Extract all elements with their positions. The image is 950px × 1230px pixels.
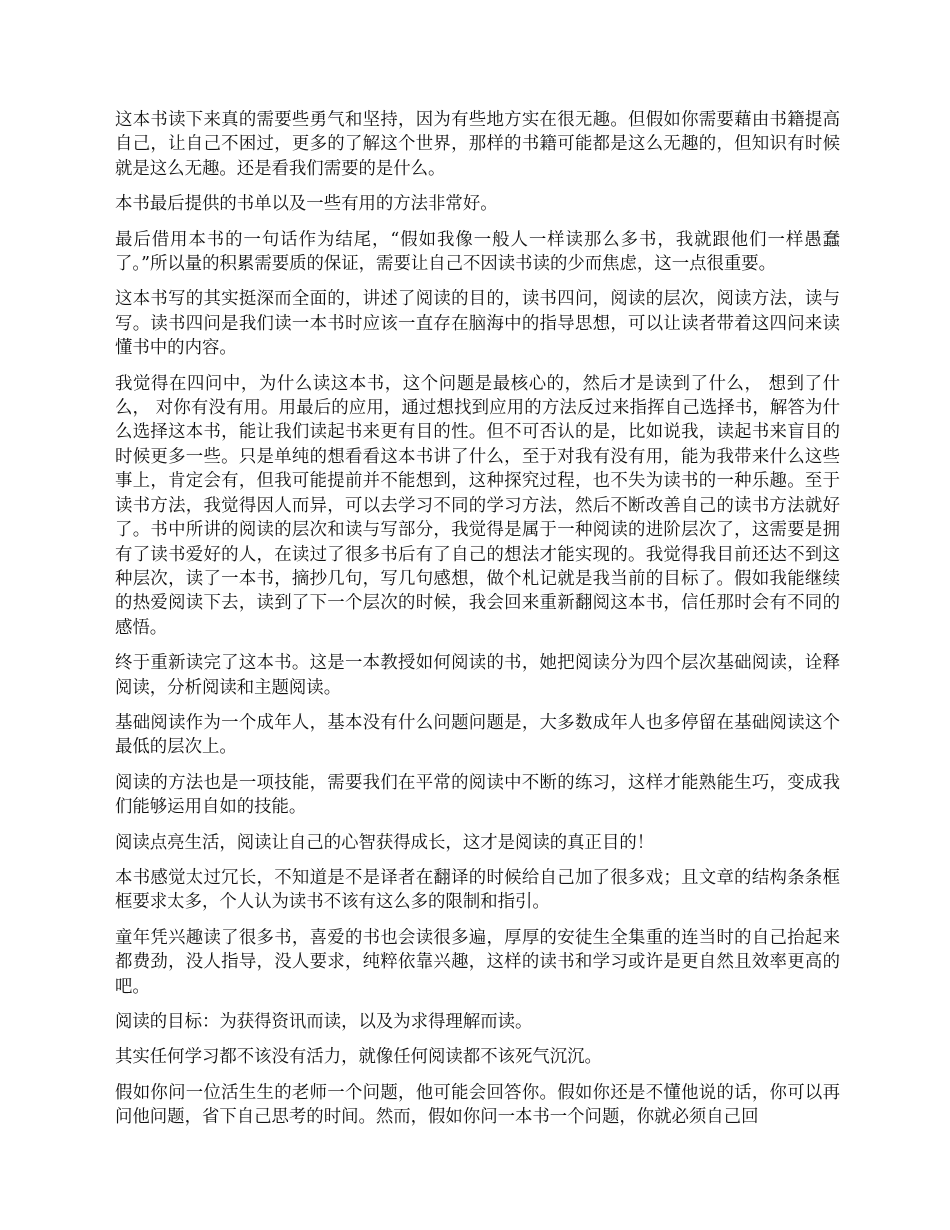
paragraph-10: 本书感觉太过冗长，不知道是不是译者在翻译的时候给自己加了很多戏；且文章的结构条条框框要求太多，个人认为读书不该有这么多的限制和指引。 — [115, 867, 840, 913]
paragraph-12: 阅读的目标：为获得资讯而读，以及为求得理解而读。 — [115, 1012, 533, 1032]
paragraph-4: 这本书写的其实挺深而全面的，讲述了阅读的目的，读书四问，阅读的层次，阅读方法，读与写。读书四问是我们读一本书时应该一直存在脑海中的指导思想，可以让读者带着这四问来读懂书中的内容。 — [115, 289, 840, 359]
paragraph-2: 本书最后提供的书单以及一些有用的方法非常好。 — [115, 194, 498, 215]
paragraph-9: 阅读点亮生活，阅读让自己的心智获得成长，这才是阅读的真正目的！ — [115, 832, 655, 853]
paragraph-3: 最后借用本书的一句话作为结尾，“假如我像一般人一样读那么多书，我就跟他们一样愚蠢了。”所以量的积累需要质的保证，需要让自己不因读书读的少而焦虑，这一点很重要。 — [115, 229, 840, 275]
document-body — [115, 108, 840, 1141]
paragraph-11: 童年凭兴趣读了很多书，喜爱的书也会读很多遍，厚厚的安徒生全集重的连当时的自己抬起来都费劲，没人指导，没人要求，纯粹依靠兴趣，这样的读书和学习或许是更自然且效率更高的吧。 — [115, 927, 840, 997]
paragraph-5: 我觉得在四问中，为什么读这本书，这个问题是最核心的，然后才是读到了什么， 想到了什么， 对你有没有用。用最后的应用，通过想找到应用的方法反过来指挥自己选择书，解答为什么选择这本书，能让我们读起书来更有目的性。但不可否认的是，比如说我，读起书来盲目的时候更多一些。只是单纯的想看看这本书讲了什么，至于对我有没有用，能为我带来什么这些事上，肯定会有，但我可能提前并不能想到，这种探究过程，也不失为读书的一种乐趣。至于读书方法，我觉得因人而异，可以去学习不同的学习方法，然后不断改善自己的读书方法就好了。书中所讲的阅读的层次和读与写部分，我觉得是属于一种阅读的进阶层次了，这需要是拥有了读书爱好的人，在读过了很多书后有了自己的想法才能实现的。我觉得我目前还达不到这种层次，读了一本书，摘抄几句，写几句感想，做个札记就是我当前的目标了。假如我能继续的热爱阅读下去，读到了下一个层次的时候，我会回来重新翻阅这本书，信任那时会有不同的感悟。 — [115, 373, 840, 638]
paragraph-14: 假如你问一位活生生的老师一个问题，他可能会回答你。假如你还是不懂他说的话，你可以再问他问题，省下自己思考的时间。然而，假如你问一本书一个问题，你就必须自己回 — [115, 1082, 840, 1128]
paragraph-13: 其实任何学习都不该没有活力，就像任何阅读都不该死气沉沉。 — [115, 1047, 602, 1068]
paragraph-8: 阅读的方法也是一项技能，需要我们在平常的阅读中不断的练习，这样才能熟能生巧，变成我们能够运用自如的技能。 — [115, 772, 840, 818]
paragraph-7: 基础阅读作为一个成年人，基本没有什么问题问题是，大多数成年人也多停留在基础阅读这个最低的层次上。 — [115, 712, 840, 758]
paragraph-1: 这本书读下来真的需要些勇气和坚持，因为有些地方实在很无趣。但假如你需要藉由书籍提高自己，让自己不困过，更多的了解这个世界，那样的书籍可能都是这么无趣的，但知识有时候就是这么无趣。还是看我们需要的是什么。 — [115, 110, 840, 179]
paragraph-6: 终于重新读完了这本书。这是一本教授如何阅读的书，她把阅读分为四个层次基础阅读，诠释阅读，分析阅读和主题阅读。 — [115, 653, 840, 698]
